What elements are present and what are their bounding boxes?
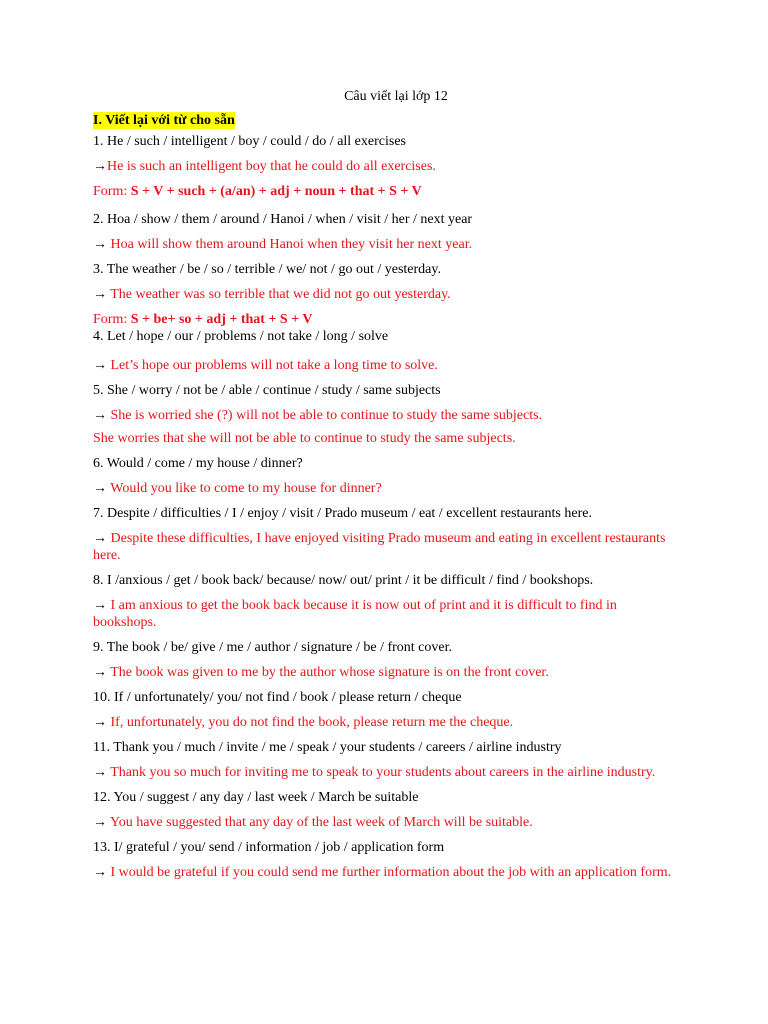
- form-1-formula: S + V + such + (a/an) + adj + noun + that + S + V: [130, 184, 422, 199]
- question-11: 11. Thank you / much / invite / me / speak / your students / careers / airline industry: [93, 740, 562, 755]
- question-8: 8. I /anxious / get / book back/ because/ now/ out/ print / it be difficult / find / bookshops.: [93, 573, 594, 588]
- form-3-formula: S + be+ so + adj + that + S + V: [130, 312, 313, 327]
- question-10: 10. If / unfortunately/ you/ not find / book / please return / cheque: [93, 690, 462, 705]
- answer-2: [93, 236, 683, 253]
- answer-6-text: Would you like to come to my house for dinner?: [110, 481, 382, 496]
- answer-1: [93, 158, 683, 175]
- document-title: Câu viết lại lớp 12: [344, 89, 448, 104]
- arrow-icon: →: [93, 715, 111, 730]
- answer-8: [93, 597, 683, 631]
- answer-12: [93, 814, 683, 831]
- answer-10: [93, 714, 683, 731]
- answer-13: [93, 864, 683, 881]
- answer-4: [93, 357, 683, 374]
- arrow-icon: →: [93, 665, 111, 680]
- arrow-icon: →: [93, 865, 111, 880]
- question-2: 2. Hoa / show / them / around / Hanoi / when / visit / her / next year: [93, 212, 473, 227]
- answer-11: [93, 764, 683, 781]
- arrow-icon: →: [93, 358, 111, 373]
- answer-10-text: If, unfortunately, you do not find the book, please return me the cheque.: [110, 715, 514, 730]
- arrow-icon: →: [93, 287, 111, 302]
- answer-2-text: Hoa will show them around Hanoi when they visit her next year.: [110, 237, 473, 252]
- question-12: 12. You / suggest / any day / last week / March be suitable: [93, 790, 419, 805]
- arrow-icon: →: [93, 765, 111, 780]
- question-6: 6. Would / come / my house / dinner?: [93, 456, 303, 471]
- arrow-icon: →: [93, 481, 111, 496]
- answer-5: [93, 407, 683, 424]
- form-3: [93, 311, 683, 328]
- form-1-label: Form:: [93, 184, 131, 199]
- arrow-icon: →: [93, 237, 111, 252]
- answer-13-text: I would be grateful if you could send me further information about the job with an application form.: [110, 865, 672, 880]
- answer-11-text: Thank you so much for inviting me to speak to your students about careers in the airline industry.: [110, 765, 656, 780]
- question-4: 4. Let / hope / our / problems / not take / long / solve: [93, 329, 389, 344]
- section-heading: I. Viết lại với từ cho sẵn: [93, 113, 235, 128]
- question-13: 13. I/ grateful / you/ send / information / job / application form: [93, 840, 445, 855]
- answer-6: [93, 480, 683, 497]
- answer-7-text: Despite these difficulties, I have enjoyed visiting Prado museum and eating in excellent restaurants here.: [93, 531, 666, 563]
- arrow-icon: →: [93, 815, 110, 830]
- arrow-icon: →: [93, 531, 111, 546]
- question-1: 1. He / such / intelligent / boy / could / do / all exercises: [93, 134, 406, 149]
- arrow-icon: →: [93, 159, 107, 174]
- question-3: 3. The weather / be / so / terrible / we/ not / go out / yesterday.: [93, 262, 441, 277]
- arrow-icon: →: [93, 408, 111, 423]
- question-7: 7. Despite / difficulties / I / enjoy / visit / Prado museum / eat / excellent restaurants here.: [93, 506, 592, 521]
- answer-3-text: The weather was so terrible that we did not go out yesterday.: [110, 287, 451, 302]
- form-3-label: Form:: [93, 312, 131, 327]
- answer-8-text: I am anxious to get the book back because it is now out of print and it is difficult to find in bookshops.: [93, 598, 617, 630]
- answer-9-text: The book was given to me by the author whose signature is on the front cover.: [110, 665, 549, 680]
- answer-5-alt: She worries that she will not be able to continue to study the same subjects.: [93, 431, 516, 446]
- answer-1-text: He is such an intelligent boy that he could do all exercises.: [107, 159, 436, 174]
- answer-9: [93, 664, 683, 681]
- answer-5-text: She is worried she (?) will not be able to continue to study the same subjects.: [110, 408, 543, 423]
- document-body: [93, 112, 683, 881]
- answer-4-text: Let’s hope our problems will not take a long time to solve.: [110, 358, 438, 373]
- form-1: [93, 183, 683, 200]
- arrow-icon: →: [93, 598, 111, 613]
- question-9: 9. The book / be/ give / me / author / signature / be / front cover.: [93, 640, 452, 655]
- answer-7: [93, 530, 683, 564]
- question-5: 5. She / worry / not be / able / continue / study / same subjects: [93, 383, 441, 398]
- answer-12-text: You have suggested that any day of the last week of March will be suitable.: [109, 815, 533, 830]
- answer-3: [93, 286, 683, 303]
